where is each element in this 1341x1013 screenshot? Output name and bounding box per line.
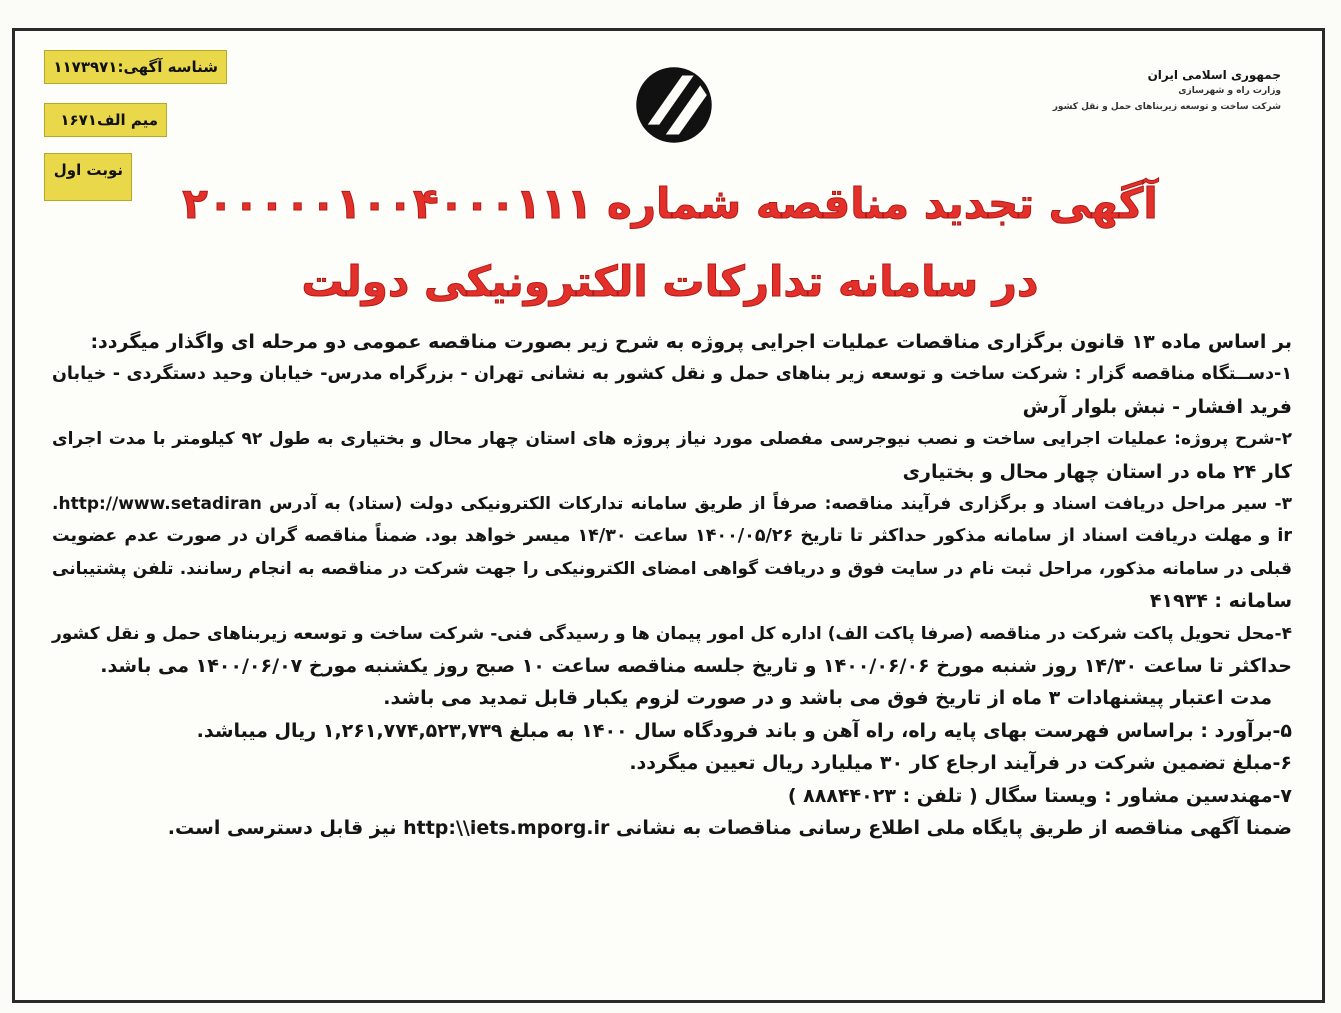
item-1-line-2: فرید افشار - نبش بلوار آرش	[1022, 395, 1292, 418]
item-3-line-4: سامانه : ۴۱۹۳۴	[1149, 590, 1292, 613]
item-2-line-1: ۲-شرح پروژه: عملیات اجرایی ساخت و نصب نیوجرسی مفصلی مورد نیاز پروژه های استان چهار محال و بختیاری به طول ۹۲ کیلومتر با مدت اجرای	[52, 429, 1292, 450]
item-4-line-3: مدت اعتبار پیشنهادات ۳ ماه از تاریخ فوق می باشد و در صورت لزوم یکبار قابل تمدید می باشد.	[383, 687, 1272, 710]
item-6-line: ۶-مبلغ تضمین شرکت در فرآیند ارجاع کار ۳۰ میلیارد ریال تعیین میگردد.	[629, 752, 1292, 775]
org-line-1: جمهوری اسلامی ایران	[1147, 68, 1281, 82]
item-4-line-1: ۴-محل تحویل پاکت شرکت در مناقصه (صرفا پاکت الف) اداره کل امور پیمان ها و رسیدگی فنی- شرکت ساخت و توسعه زیربناهای حمل و نقل کشور	[52, 623, 1292, 644]
item-2-line-2: کار ۲۴ ماه در استان چهار محال و بختیاری	[902, 460, 1292, 483]
notice-body	[52, 326, 1292, 845]
item-4-line-2: حداکثر تا ساعت ۱۴/۳۰ روز شنبه مورخ ۱۴۰۰/۰۶/۰۶ و تاریخ جلسه مناقصه ساعت ۱۰ صبح روز یکشنبه مورخ ۱۴۰۰/۰۶/۰۷ می باشد.	[100, 655, 1292, 678]
notice-title: آگهی تجدید مناقصه شماره ۲۰۰۰۰۰۱۰۰۴۰۰۰۱۱۱	[182, 179, 1158, 228]
org-line-2: وزارت راه و شهرسازی	[1178, 86, 1281, 96]
item-3-line-2: ir و مهلت دریافت اسناد از سامانه مذکور حداکثر تا تاریخ ۱۴۰۰/۰۵/۲۶ ساعت ۱۴/۳۰ میسر خواهد بود. ضمناً مناقصه گران در صورت عدم عضویت	[52, 526, 1292, 547]
notice-subtitle: در سامانه تدارکات الکترونیکی دولت	[301, 257, 1039, 306]
footer-line: ضمنا آگهی مناقصه از طریق پایگاه ملی اطلاع رسانی مناقصات به نشانی http:\\iets.mporg.ir نیز قابل دسترسی است.	[167, 817, 1292, 840]
ad-id-tag: شناسه آگهی:۱۱۷۳۹۷۱	[44, 50, 227, 84]
intro-line: بر اساس ماده ۱۳ قانون برگزاری مناقصات عملیات اجرایی پروژه به شرح زیر بصورت مناقصه عمومی دو مرحله ای واگذار میگردد:	[90, 331, 1292, 353]
org-line-3: شرکت ساخت و توسعه زیربناهای حمل و نقل کشور	[1052, 102, 1281, 112]
item-1-line-1: ۱-دســتگاه مناقصه گزار : شرکت ساخت و توسعه زیر بناهای حمل و نقل کشور به نشانی تهران - بزرگراه مدرس- خیابان وحید دستگردی - خیابان	[52, 364, 1292, 385]
round-tag: نوبت اول	[44, 153, 132, 201]
item-7-line: ۷-مهندسین مشاور : ویستا سگال ( تلفن : ۸۸۸۴۴۰۲۳ )	[787, 784, 1292, 807]
code-tag: میم الف۱۶۷۱	[44, 103, 167, 137]
company-logo-icon	[633, 64, 715, 146]
item-3-line-1: ۳- سیر مراحل دریافت اسناد و برگزاری فرآیند مناقصه: صرفاً از طریق سامانه تدارکات الکترونیکی دولت (ستاد) به آدرس http://www.setadiran.	[52, 494, 1292, 515]
organization-header	[1052, 68, 1281, 112]
item-5-line: ۵-برآورد : براساس فهرست بهای پایه راه، راه آهن و باند فرودگاه سال ۱۴۰۰ به مبلغ ۱,۲۶۱,۷۷۴,۵۲۳,۷۳۹ ریال میباشد.	[196, 719, 1292, 742]
item-3-line-3: قبلی در سامانه مذکور، مراحل ثبت نام در سایت فوق و دریافت گواهی امضای الکترونیکی را جهت شرکت در مناقصه به انجام رسانند. تلفن پشتیبانی	[52, 558, 1292, 579]
